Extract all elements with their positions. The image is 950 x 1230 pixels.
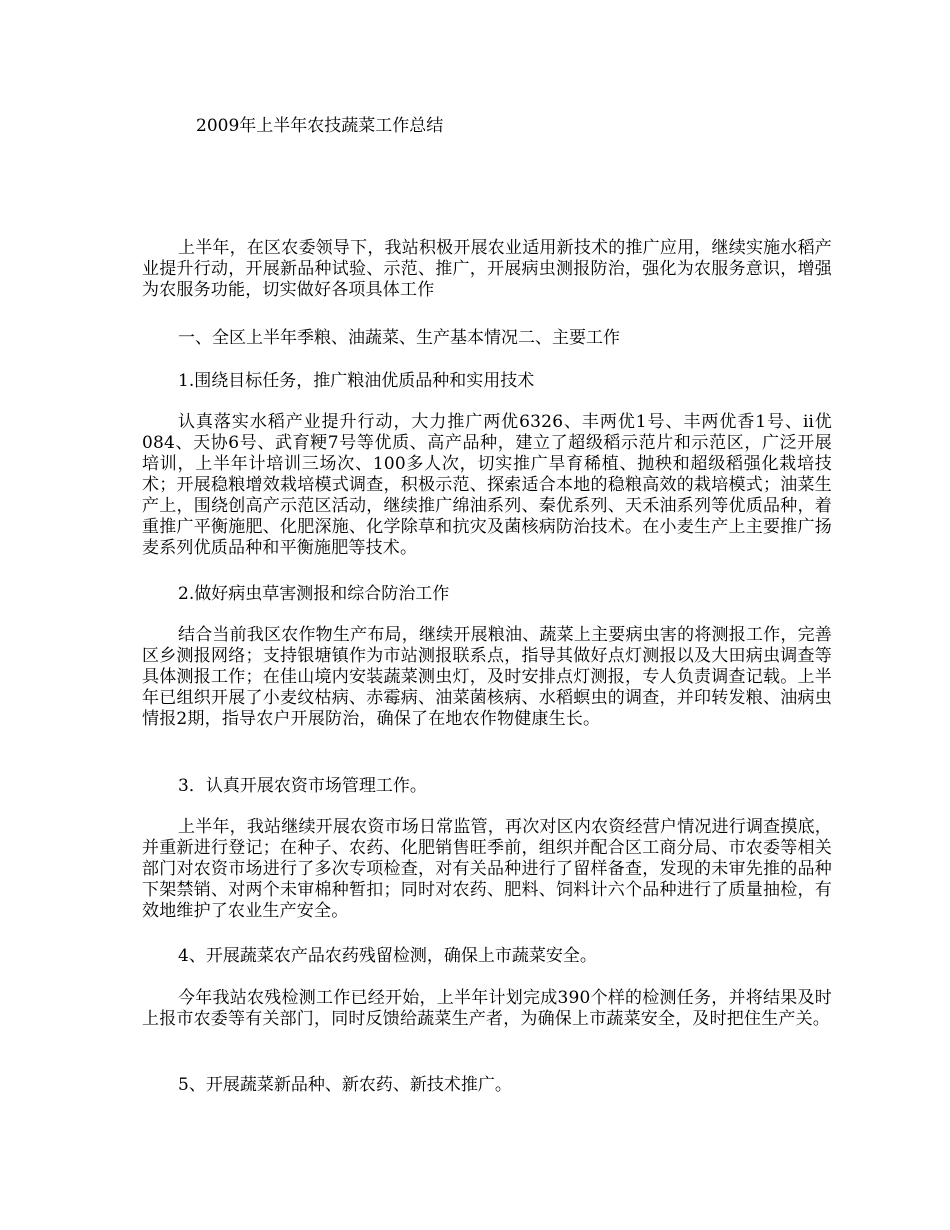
item2-heading: 2.做好病虫草害测报和综合防治工作 bbox=[178, 584, 450, 604]
item4-paragraph: 今年我站农残检测工作已经开始，上半年计划完成390个样的检测任务，并将结果及时上报市农委等有关部门，同时反馈给蔬菜生产者，为确保上市蔬菜安全，及时把住生产关。 bbox=[142, 988, 832, 1029]
item2-paragraph: 结合当前我区农作物生产布局，继续开展粮油、蔬菜上主要病虫害的将测报工作，完善区乡测报网络；支持银塘镇作为市站测报联系点，指导其做好点灯测报以及大田病虫调查等具体测报工作；在佳山境内安装蔬菜测虫灯，及时安排点灯测报，专人负责调查记载。上半年已组织开展了小麦纹枯病、赤霉病、油菜菌核病、水稻螟虫的调查，并印转发粮、油病虫情报2期，指导农户开展防治，确保了在地农作物健康生长。 bbox=[142, 625, 832, 729]
item1-heading: 1.围绕目标任务，推广粮油优质品种和实用技术 bbox=[178, 371, 535, 391]
item5-heading: 5、开展蔬菜新品种、新农药、新技术推广。 bbox=[178, 1075, 512, 1095]
section-overview-heading: 一、全区上半年季粮、油蔬菜、生产基本情况二、主要工作 bbox=[178, 328, 620, 348]
intro-paragraph: 上半年，在区农委领导下，我站积极开展农业适用新技术的推广应用，继续实施水稻产业提升行动，开展新品种试验、示范、推广，开展病虫测报防治，强化为农服务意识，增强为农服务功能，切实做好各项具体工作 bbox=[142, 238, 832, 300]
item3-paragraph: 上半年，我站继续开展农资市场日常监管，再次对区内农资经营户情况进行调查摸底，并重新进行登记；在种子、农药、化肥销售旺季前，组织并配合区工商分局、市农委等相关部门对农资市场进行了多次专项检查，对有关品种进行了留样备查，发现的未审先推的品种下架禁销、对两个未审棉种暂扣；同时对农药、肥料、饲料计六个品种进行了质量抽检，有效地维护了农业生产安全。 bbox=[142, 817, 832, 921]
item3-heading: 3．认真开展农资市场管理工作。 bbox=[178, 776, 427, 796]
document-title: 2009年上半年农技蔬菜工作总结 bbox=[196, 116, 444, 136]
item4-heading: 4、开展蔬菜农产品农药残留检测，确保上市蔬菜安全。 bbox=[178, 946, 597, 966]
item1-paragraph: 认真落实水稻产业提升行动，大力推广两优6326、丰两优1号、丰两优香1号、ⅱ优084、天协6号、武育粳7号等优质、高产品种，建立了超级稻示范片和示范区，广泛开展培训，上半年计培训三场次、100多人次，切实推广旱育稀植、抛秧和超级稻强化栽培技术；开展稳粮增效栽培模式调查，积极示范、探索适合本地的稳粮高效的栽培模式；油菜生产上，围绕创高产示范区活动，继续推广绵油系列、秦优系列、天禾油系列等优质品种，着重推广平衡施肥、化肥深施、化学除草和抗灾及菌核病防治技术。在小麦生产上主要推广扬麦系列优质品种和平衡施肥等技术。 bbox=[142, 412, 832, 558]
